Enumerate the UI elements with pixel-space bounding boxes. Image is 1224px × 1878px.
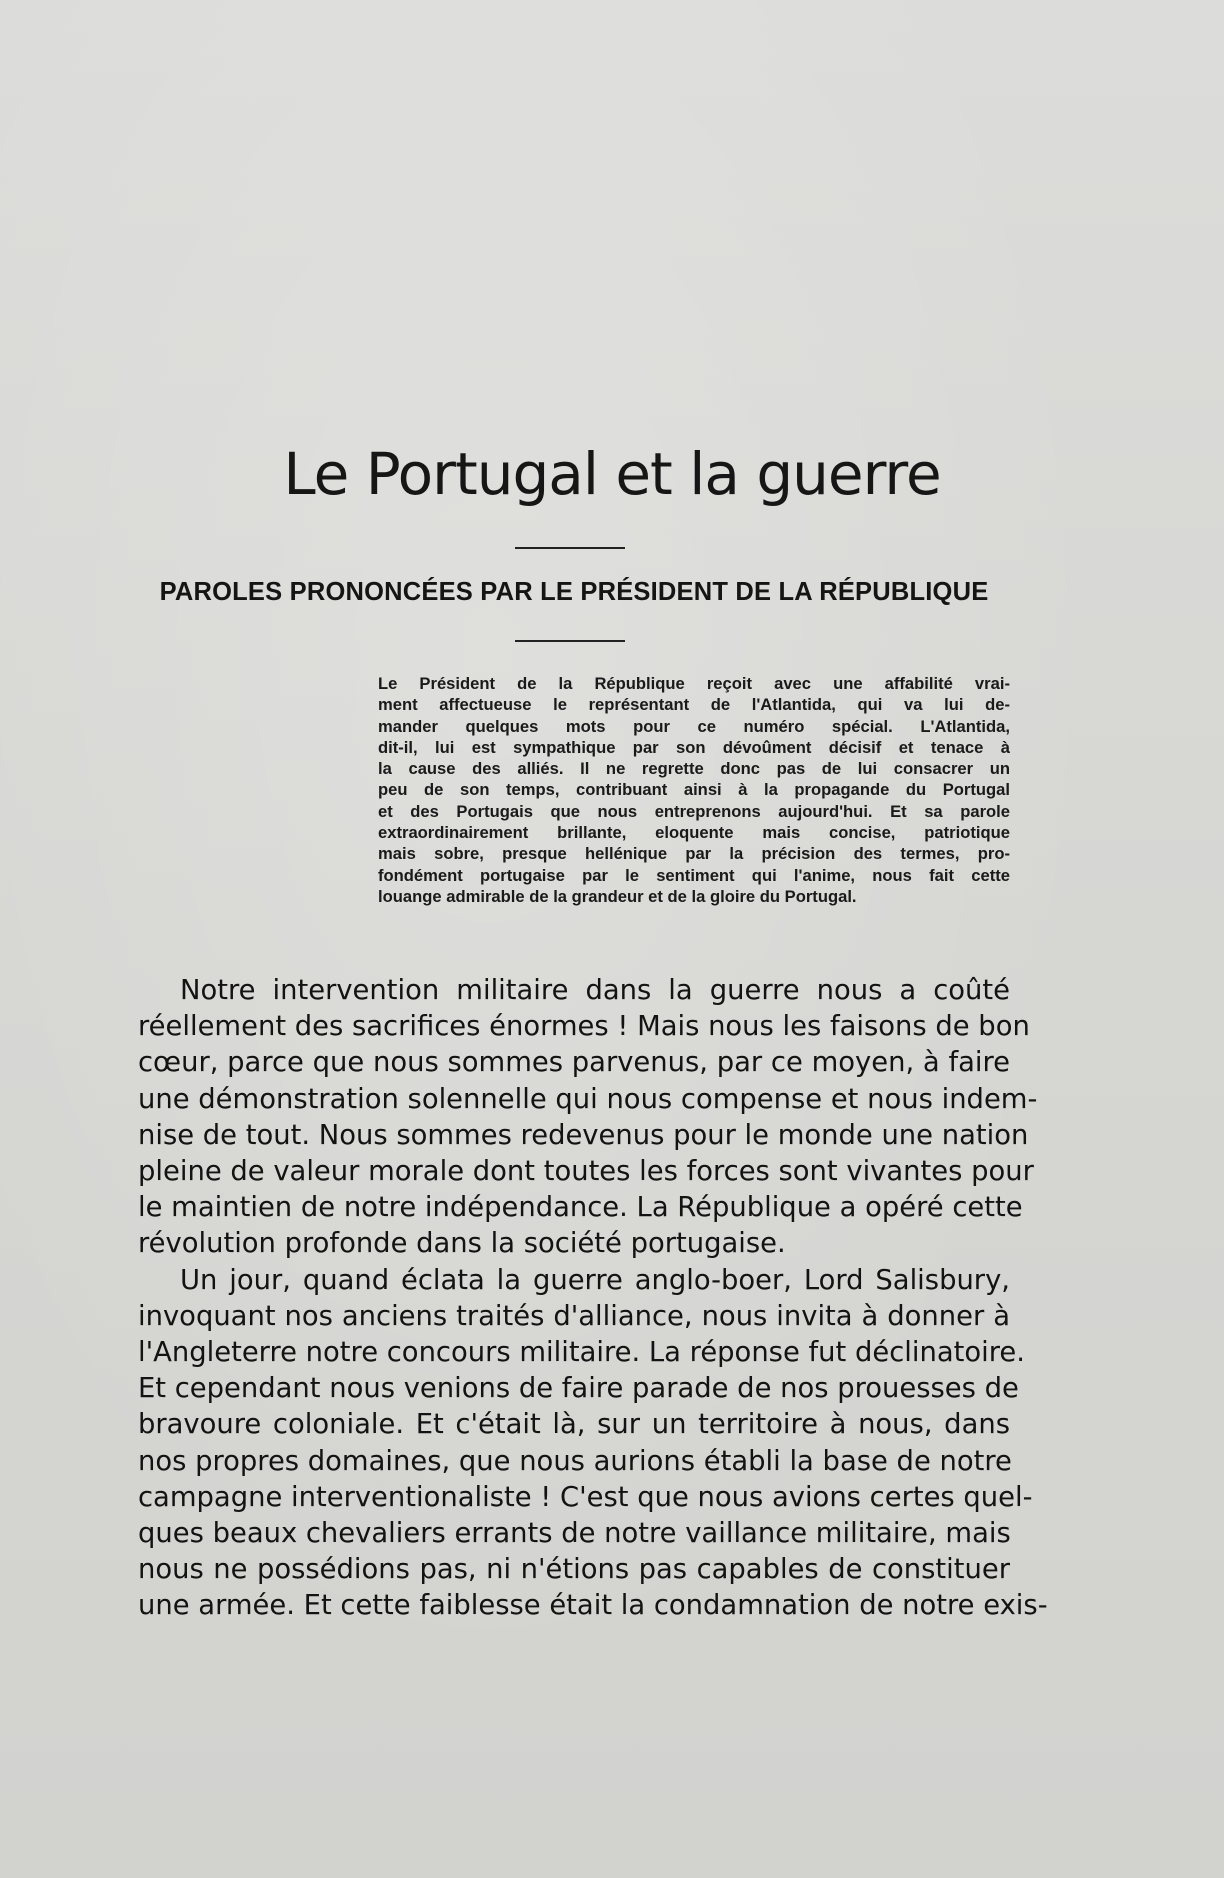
intro-line: mander quelques mots pour ce numéro spécial. L'Atlantida, bbox=[378, 716, 1010, 736]
body-line: Et cependant nous venions de faire parade de nos prouesses de bbox=[138, 1373, 1019, 1405]
intro-line: peu de son temps, contribuant ainsi à la propagande du Portugal bbox=[378, 780, 1010, 800]
article-title: Le Portugal et la guerre bbox=[283, 440, 941, 508]
body-line: le maintien de notre indépendance. La République a opéré cette bbox=[138, 1192, 1023, 1224]
intro-line: Le Président de la République reçoit avec une affabilité vrai- bbox=[378, 674, 1010, 693]
title-divider bbox=[515, 547, 625, 549]
body-line: bravoure coloniale. Et c'était là, sur un territoire à nous, dans bbox=[138, 1409, 1010, 1441]
intro-paragraph bbox=[378, 673, 1010, 907]
intro-line: louange admirable de la grandeur et de la gloire du Portugal. bbox=[378, 886, 857, 906]
body-line: révolution profonde dans la société portugaise. bbox=[138, 1228, 786, 1260]
body-text bbox=[138, 973, 1048, 1625]
intro-line: ment affectueuse le représentant de l'Atlantida, qui va lui de- bbox=[378, 695, 1010, 715]
body-line: nise de tout. Nous sommes redevenus pour le monde une nation bbox=[138, 1119, 1029, 1151]
body-line: cœur, parce que nous sommes parvenus, par ce moyen, à faire bbox=[138, 1047, 1010, 1079]
body-line: réellement des sacrifices énormes ! Mais nous les faisons de bon bbox=[138, 1011, 1030, 1043]
body-line: Notre intervention militaire dans la guerre nous a coûté bbox=[180, 975, 1010, 1006]
intro-line: fondément portugaise par le sentiment qui l'anime, nous fait cette bbox=[378, 865, 1010, 885]
body-line: Un jour, quand éclata la guerre anglo-boer, Lord Salisbury, bbox=[180, 1264, 1010, 1296]
body-line: une armée. Et cette faiblesse était la condamnation de notre exis- bbox=[138, 1590, 1048, 1622]
body-line: invoquant nos anciens traités d'alliance, nous invita à donner à bbox=[138, 1300, 1010, 1332]
intro-line: mais sobre, presque hellénique par la précision des termes, pro- bbox=[378, 844, 1010, 864]
intro-line: et des Portugais que nous entreprenons aujourd'hui. Et sa parole bbox=[378, 801, 1010, 821]
body-line: une démonstration solennelle qui nous compense et nous indem- bbox=[138, 1083, 1038, 1115]
body-line: campagne interventionaliste ! C'est que nous avions certes quel- bbox=[138, 1481, 1033, 1513]
intro-line: la cause des alliés. Il ne regrette donc pas de lui consacrer un bbox=[378, 759, 1010, 779]
subtitle-divider bbox=[515, 640, 625, 642]
body-line: nos propres domaines, que nous aurions établi la base de notre bbox=[138, 1445, 1012, 1477]
body-line: l'Angleterre notre concours militaire. La réponse fut déclinatoire. bbox=[138, 1337, 1025, 1369]
intro-line: dit-il, lui est sympathique par son dévoûment décisif et tenace à bbox=[378, 737, 1010, 757]
body-line: nous ne possédions pas, ni n'étions pas capables de constituer bbox=[138, 1554, 1010, 1586]
body-line: pleine de valeur morale dont toutes les forces sont vivantes pour bbox=[138, 1156, 1034, 1188]
article-subtitle: PAROLES PRONONCÉES PAR LE PRÉSIDENT DE LA RÉPUBLIQUE bbox=[159, 578, 989, 606]
body-line: ques beaux chevaliers errants de notre vaillance militaire, mais bbox=[138, 1518, 1011, 1550]
intro-line: extraordinairement brillante, eloquente mais concise, patriotique bbox=[378, 823, 1010, 843]
